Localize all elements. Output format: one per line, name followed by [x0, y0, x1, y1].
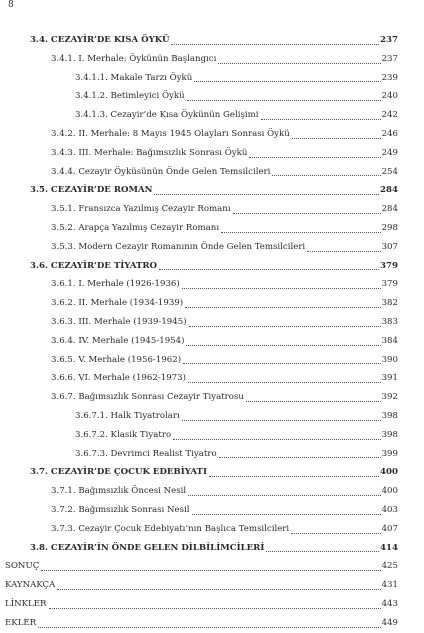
toc-entry-label: 3.5.1. Fransızca Yazılmış Cezayir Romanı [51, 204, 231, 215]
toc-entry-label: 3.8. CEZAYİR’İN ÖNDE GELEN DİLBİLİMCİLERİ [30, 542, 265, 553]
dot-leader [272, 174, 380, 176]
dot-leader [221, 231, 381, 233]
toc-entry [0, 557, 424, 576]
toc-entry-label: 3.6.3. III. Merhale (1939-1945) [51, 316, 187, 327]
toc-entry-label: 3.6.7.1. Halk Tiyatroları [75, 410, 180, 421]
toc-entry [0, 163, 424, 182]
toc-entry-page: 284 [381, 204, 398, 215]
toc-entry-label: SONUÇ [5, 561, 40, 572]
dot-leader [186, 344, 380, 346]
dot-leader [57, 588, 380, 590]
toc-entry-label: 3.4.4. Cezayir Öyküsünün Önde Gelen Temsilcileri [51, 166, 271, 177]
toc-entry-page: 398 [381, 410, 398, 421]
toc-entry-page: 298 [381, 222, 398, 233]
toc-entry-label: 3.4.1.3. Cezayir’de Kısa Öykünün Gelişimi [75, 110, 259, 121]
toc-entry [0, 106, 424, 125]
toc-entry-label: 3.6.5. V. Merhale (1956-1962) [51, 354, 182, 365]
toc-entry [0, 520, 424, 539]
toc-entry-page: 390 [381, 354, 398, 365]
toc-entry-label: 3.4.1.1. Makale Tarzı Öykü [75, 72, 193, 83]
toc-entry-label: 3.6.1. I. Merhale (1926-1936) [51, 279, 180, 290]
toc-entry-page: 237 [380, 35, 398, 45]
dot-leader [188, 381, 381, 383]
dot-leader [246, 400, 381, 402]
toc-entry-label: 3.6.7.2. Klasik Tiyatro [75, 429, 172, 440]
toc-entry [0, 219, 424, 238]
toc-entry [0, 501, 424, 520]
dot-leader [41, 569, 380, 571]
dot-leader [291, 532, 380, 534]
toc-entry-page: 399 [381, 448, 398, 459]
dot-leader [182, 287, 381, 289]
toc-entry [0, 407, 424, 426]
toc-entry-page: 400 [381, 486, 398, 497]
dot-leader [185, 306, 380, 308]
toc-entry-page: 449 [381, 617, 398, 628]
toc-entry-label: 3.7.1. Bağımsızlık Öncesi Nesil [51, 486, 187, 497]
toc-entry [0, 125, 424, 144]
toc-entry-page: 383 [381, 316, 398, 327]
toc-entry-label: 3.4.1.2. Betimleyici Öykü [75, 91, 185, 102]
toc-entry-page: 384 [381, 335, 398, 346]
toc-entry-label: 3.5.3. Modern Cezayir Romanının Önde Gelen Temsilcileri [51, 241, 306, 252]
toc-entry-label: 3.4.1. I. Merhale: Öykünün Başlangıcı [51, 53, 217, 64]
toc-entry [0, 595, 424, 614]
toc-entry-label: EKLER [5, 617, 37, 628]
toc-entry-page: 246 [381, 128, 398, 139]
toc-entry [0, 351, 424, 370]
dot-leader [292, 137, 381, 139]
toc-entry-label: 3.5. CEZAYİR’DE ROMAN [30, 185, 153, 196]
dot-leader [189, 325, 381, 327]
toc-entry-page: 403 [381, 504, 398, 515]
toc-entry [0, 369, 424, 388]
dot-leader [188, 494, 380, 496]
toc-entry [0, 388, 424, 407]
toc-entry-label: 3.7.3. Cezayir Çocuk Edebiyatı’nın Başlıca Temsilcileri [51, 523, 290, 534]
dot-leader [187, 99, 381, 101]
toc-entry-label: 3.6.7.3. Devrimci Realist Tiyatro [75, 448, 217, 459]
toc-entry [0, 238, 424, 257]
toc-entry-label: 3.4. CEZAYİR’DE KISA ÖYKÜ [30, 35, 170, 45]
dot-leader [154, 193, 379, 195]
toc-entry-page: 414 [380, 542, 398, 553]
toc-entry-page: 284 [380, 185, 398, 196]
toc-entry-page: 254 [381, 166, 398, 177]
toc-entry [0, 426, 424, 445]
toc-entry-label: 3.6. CEZAYİR’DE TİYATRO [30, 260, 158, 271]
dot-leader [183, 362, 381, 364]
toc-entry [0, 31, 424, 50]
toc-entry-label: 3.6.4. IV. Merhale (1945-1954) [51, 335, 185, 346]
toc-entry-page: 431 [381, 580, 398, 591]
toc-entry-page: 379 [381, 279, 398, 290]
toc-entry-label: 3.7.2. Bağımsızlık Sonrası Nesil [51, 504, 190, 515]
toc-entry-page: 398 [381, 429, 398, 440]
toc-entry-label: 3.4.3. III. Merhale: Bağımsızlık Sonrası Öykü [51, 147, 248, 158]
toc-entry-page: 239 [381, 72, 398, 83]
toc-entry-page: 379 [380, 260, 398, 271]
toc-entry-page: 443 [381, 598, 398, 609]
toc-entry-page: 249 [381, 147, 398, 158]
dot-leader [266, 550, 379, 552]
toc-entry [0, 181, 424, 200]
toc-entry [0, 275, 424, 294]
toc-entry-page: 407 [381, 523, 398, 534]
toc-entry [0, 614, 424, 633]
toc-entry-page: 392 [381, 392, 398, 403]
toc-entry [0, 87, 424, 106]
page-number: 8 [8, 0, 14, 10]
dot-leader [249, 156, 380, 158]
toc-entry-page: 382 [381, 298, 398, 309]
dot-leader [182, 419, 381, 421]
dot-leader [159, 268, 379, 270]
toc-entry [0, 332, 424, 351]
toc-entry-label: LİNKLER [5, 598, 47, 609]
dot-leader [218, 62, 380, 64]
toc-entry-label: 3.6.2. II. Merhale (1934-1939) [51, 298, 184, 309]
toc-entry-page: 400 [380, 467, 398, 478]
dot-leader [171, 43, 379, 45]
toc-entry [0, 482, 424, 501]
dot-leader [194, 80, 380, 82]
toc-entry [0, 576, 424, 595]
dot-leader [233, 212, 381, 214]
toc-entry-page: 237 [381, 53, 398, 64]
dot-leader [49, 607, 381, 609]
toc-entry [0, 539, 424, 558]
toc-entry-label: 3.7. CEZAYİR’DE ÇOCUK EDEBİYATI [30, 467, 207, 478]
toc-entry-page: 425 [381, 561, 398, 572]
toc-entry-page: 240 [381, 91, 398, 102]
dot-leader [307, 250, 380, 252]
dot-leader [219, 456, 381, 458]
toc-entry [0, 463, 424, 482]
table-of-contents [0, 31, 424, 633]
toc-entry-label: 3.4.2. II. Merhale: 8 Mayıs 1945 Olayları Sonrası Öykü [51, 128, 290, 139]
toc-entry-page: 307 [381, 241, 398, 252]
dot-leader [261, 118, 381, 120]
toc-entry [0, 50, 424, 69]
dot-leader [38, 626, 380, 628]
dot-leader [192, 513, 381, 515]
toc-entry-page: 391 [381, 373, 398, 384]
dot-leader [173, 438, 380, 440]
toc-entry [0, 69, 424, 88]
toc-entry-label: 3.5.2. Arapça Yazılmış Cezayir Romanı [51, 222, 220, 233]
toc-entry [0, 200, 424, 219]
toc-entry [0, 257, 424, 276]
toc-entry [0, 313, 424, 332]
dot-leader [209, 475, 379, 477]
toc-entry-label: 3.6.7. Bağımsızlık Sonrası Cezayir Tiyatrosu [51, 392, 244, 403]
toc-entry-page: 242 [381, 110, 398, 121]
toc-entry-label: KAYNAKÇA [5, 580, 56, 591]
toc-entry [0, 144, 424, 163]
toc-entry [0, 294, 424, 313]
toc-entry-label: 3.6.6. VI. Merhale (1962-1973) [51, 373, 186, 384]
toc-entry [0, 445, 424, 464]
